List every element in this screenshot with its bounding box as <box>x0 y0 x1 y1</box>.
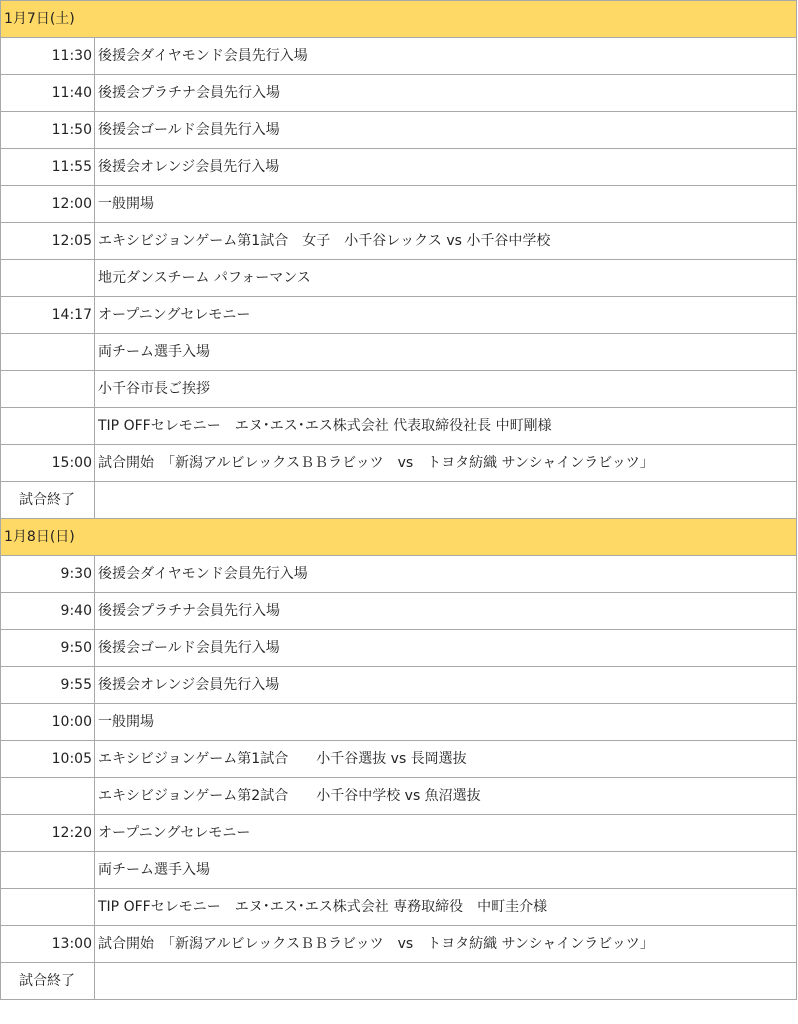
time-cell <box>1 371 95 408</box>
day-header: 1月7日(土) <box>1 1 797 38</box>
schedule-row <box>1 667 797 704</box>
time-cell <box>1 889 95 926</box>
schedule-body <box>1 1 797 1000</box>
game-end-row <box>1 482 797 519</box>
game-end-label: 試合終了 <box>1 963 95 1000</box>
time-cell <box>1 852 95 889</box>
event-cell: 一般開場 <box>95 186 797 223</box>
event-cell: 後援会オレンジ会員先行入場 <box>95 149 797 186</box>
day-header-row <box>1 519 797 556</box>
time-cell <box>1 260 95 297</box>
time-cell: 11:40 <box>1 75 95 112</box>
time-cell: 10:00 <box>1 704 95 741</box>
event-cell: エキシビジョンゲーム第2試合 小千谷中学校 vs 魚沼選抜 <box>95 778 797 815</box>
time-cell: 9:40 <box>1 593 95 630</box>
time-cell: 15:00 <box>1 445 95 482</box>
day-header-row <box>1 1 797 38</box>
schedule-row <box>1 38 797 75</box>
event-cell: 両チーム選手入場 <box>95 852 797 889</box>
schedule-row <box>1 260 797 297</box>
schedule-row <box>1 815 797 852</box>
event-cell: エキシビジョンゲーム第1試合 女子 小千谷レックス vs 小千谷中学校 <box>95 223 797 260</box>
event-cell: 一般開場 <box>95 704 797 741</box>
time-cell: 12:05 <box>1 223 95 260</box>
event-cell: 後援会ダイヤモンド会員先行入場 <box>95 38 797 75</box>
schedule-row <box>1 334 797 371</box>
event-cell: 試合開始 「新潟アルビレックスＢＢラビッツ vs トヨタ紡織 サンシャインラビッツ」 <box>95 926 797 963</box>
event-cell: 後援会ゴールド会員先行入場 <box>95 112 797 149</box>
schedule-row <box>1 630 797 667</box>
event-cell: 後援会オレンジ会員先行入場 <box>95 667 797 704</box>
schedule-row <box>1 445 797 482</box>
event-cell: オープニングセレモニー <box>95 297 797 334</box>
schedule-row <box>1 75 797 112</box>
event-cell: TIP OFFセレモニー エヌ･エス･エス株式会社 代表取締役社長 中町剛様 <box>95 408 797 445</box>
schedule-row <box>1 593 797 630</box>
game-end-label: 試合終了 <box>1 482 95 519</box>
time-cell: 11:30 <box>1 38 95 75</box>
schedule-row <box>1 889 797 926</box>
day-header: 1月8日(日) <box>1 519 797 556</box>
schedule-row <box>1 186 797 223</box>
schedule-row <box>1 926 797 963</box>
schedule-row <box>1 223 797 260</box>
time-cell: 13:00 <box>1 926 95 963</box>
time-cell: 11:50 <box>1 112 95 149</box>
time-cell: 11:55 <box>1 149 95 186</box>
event-cell: 後援会ダイヤモンド会員先行入場 <box>95 556 797 593</box>
schedule-row <box>1 112 797 149</box>
time-cell: 12:00 <box>1 186 95 223</box>
schedule-row <box>1 297 797 334</box>
event-cell: TIP OFFセレモニー エヌ･エス･エス株式会社 専務取締役 中町圭介様 <box>95 889 797 926</box>
time-cell: 9:55 <box>1 667 95 704</box>
time-cell: 12:20 <box>1 815 95 852</box>
schedule-row <box>1 704 797 741</box>
event-cell: 後援会プラチナ会員先行入場 <box>95 75 797 112</box>
schedule-row <box>1 852 797 889</box>
schedule-row <box>1 556 797 593</box>
event-cell: 後援会ゴールド会員先行入場 <box>95 630 797 667</box>
event-cell: 後援会プラチナ会員先行入場 <box>95 593 797 630</box>
time-cell: 9:30 <box>1 556 95 593</box>
event-cell: 試合開始 「新潟アルビレックスＢＢラビッツ vs トヨタ紡織 サンシャインラビッツ」 <box>95 445 797 482</box>
time-cell <box>1 334 95 371</box>
time-cell <box>1 778 95 815</box>
schedule-row <box>1 778 797 815</box>
empty-event-cell <box>95 963 797 1000</box>
event-cell: 地元ダンスチーム パフォーマンス <box>95 260 797 297</box>
event-cell: 小千谷市長ご挨拶 <box>95 371 797 408</box>
game-end-row <box>1 963 797 1000</box>
time-cell: 10:05 <box>1 741 95 778</box>
event-cell: オープニングセレモニー <box>95 815 797 852</box>
event-cell: 両チーム選手入場 <box>95 334 797 371</box>
time-cell: 14:17 <box>1 297 95 334</box>
time-cell: 9:50 <box>1 630 95 667</box>
event-cell: エキシビジョンゲーム第1試合 小千谷選抜 vs 長岡選抜 <box>95 741 797 778</box>
schedule-row <box>1 149 797 186</box>
time-cell <box>1 408 95 445</box>
schedule-row <box>1 408 797 445</box>
schedule-row <box>1 371 797 408</box>
empty-event-cell <box>95 482 797 519</box>
schedule-row <box>1 741 797 778</box>
